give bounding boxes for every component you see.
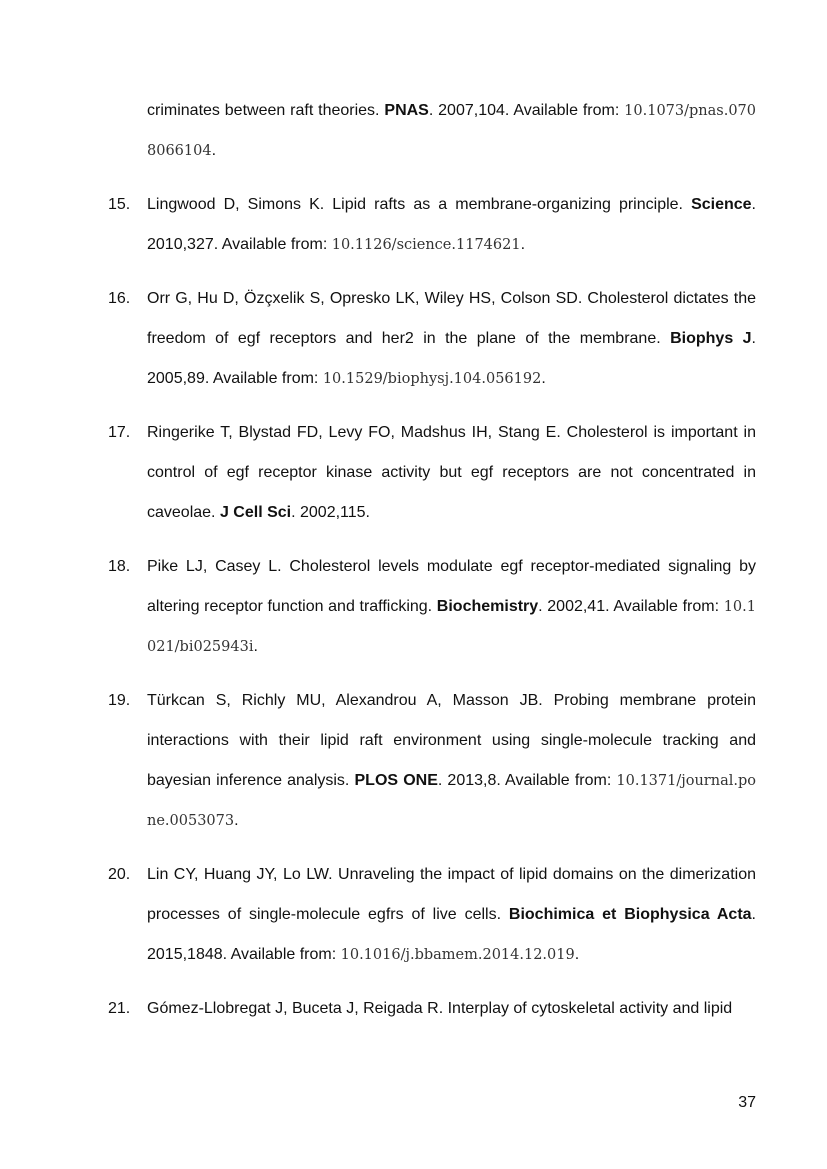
reference-number: 21. [108, 1000, 131, 1017]
reference-journal: J Cell Sci [219, 504, 292, 521]
reference-details: . 2005,89. Available from: [147, 330, 756, 387]
reference-journal: Science [691, 196, 752, 213]
reference-doi-link[interactable]: 10.1126/science.1174621 [331, 237, 521, 253]
reference-doi-link[interactable]: 10.1073/pnas.0708066104 [147, 103, 757, 159]
reference-end: . [211, 142, 217, 159]
reference-journal: Biochemistry [436, 598, 539, 615]
reference-entry [108, 855, 756, 975]
reference-text: Lin CY, Huang JY, Lo LW. Unraveling the impact of lipid domains on the dimerization processes of single-molecule egfrs of live cells. [147, 866, 756, 923]
reference-journal: Biophys J [670, 330, 752, 347]
reference-journal: PLOS ONE [354, 772, 438, 789]
reference-number: 15. [108, 196, 131, 213]
reference-details: . 2013,8. Available from: [437, 772, 617, 789]
reference-list [108, 91, 756, 1043]
reference-doi-link[interactable]: 10.1021/bi025943i [147, 599, 756, 655]
reference-end: . [253, 638, 258, 655]
reference-entry [108, 185, 756, 265]
reference-entry [108, 681, 756, 841]
page-number: 37 [738, 1094, 756, 1111]
reference-number: 16. [108, 290, 131, 307]
reference-text: Gómez-Llobregat J, Buceta J, Reigada R. Interplay of cytoskeletal activity and lipid [147, 1000, 733, 1017]
reference-number: 19. [108, 692, 131, 709]
reference-details: . 2010,327. Available from: [147, 196, 756, 253]
reference-number: 17. [108, 424, 131, 441]
reference-text: Pike LJ, Casey L. Cholesterol levels modulate egf receptor-mediated signaling by altering receptor function and trafficking. [147, 558, 756, 615]
reference-number: 18. [108, 558, 131, 575]
reference-journal: PNAS [384, 102, 429, 119]
reference-details: . 2002,115. [291, 504, 370, 521]
reference-details: . 2015,1848. Available from: [147, 906, 756, 963]
reference-entry [108, 279, 756, 399]
reference-text: Lingwood D, Simons K. Lipid rafts as a membrane-organizing principle. [147, 196, 683, 213]
reference-entry [108, 91, 756, 171]
reference-doi-link[interactable]: 10.1371/journal.pone.0053073 [147, 773, 756, 829]
reference-text: Türkcan S, Richly MU, Alexandrou A, Masson JB. Probing membrane protein interactions with their lipid raft environment using single-molecule tracking and bayesian inference analysis. [147, 692, 756, 789]
reference-entry [108, 989, 756, 1029]
reference-text: Orr G, Hu D, Özçxelik S, Opresko LK, Wiley HS, Colson SD. Cholesterol dictates the freedom of egf receptors and her2 in the plane of the membrane. [147, 290, 756, 347]
reference-details: . 2002,41. Available from: [538, 598, 724, 615]
reference-entry [108, 413, 756, 533]
reference-end: . [574, 946, 580, 963]
reference-number: 20. [108, 866, 131, 883]
reference-details: . 2007,104. Available from: [428, 102, 625, 119]
reference-entry [108, 547, 756, 667]
reference-text: criminates between raft theories. [147, 102, 380, 119]
reference-end: . [234, 812, 239, 829]
reference-text: Ringerike T, Blystad FD, Levy FO, Madshus IH, Stang E. Cholesterol is important in control of egf receptor kinase activity but egf receptors are not concentrated in caveolae. [147, 424, 756, 521]
reference-doi-link[interactable]: 10.1529/biophysj.104.056192 [322, 371, 542, 387]
reference-end: . [520, 236, 526, 253]
reference-end: . [541, 370, 546, 387]
reference-journal: Biochimica et Biophysica Acta [508, 906, 752, 923]
reference-doi-link[interactable]: 10.1016/j.bbamem.2014.12.019 [340, 947, 575, 963]
